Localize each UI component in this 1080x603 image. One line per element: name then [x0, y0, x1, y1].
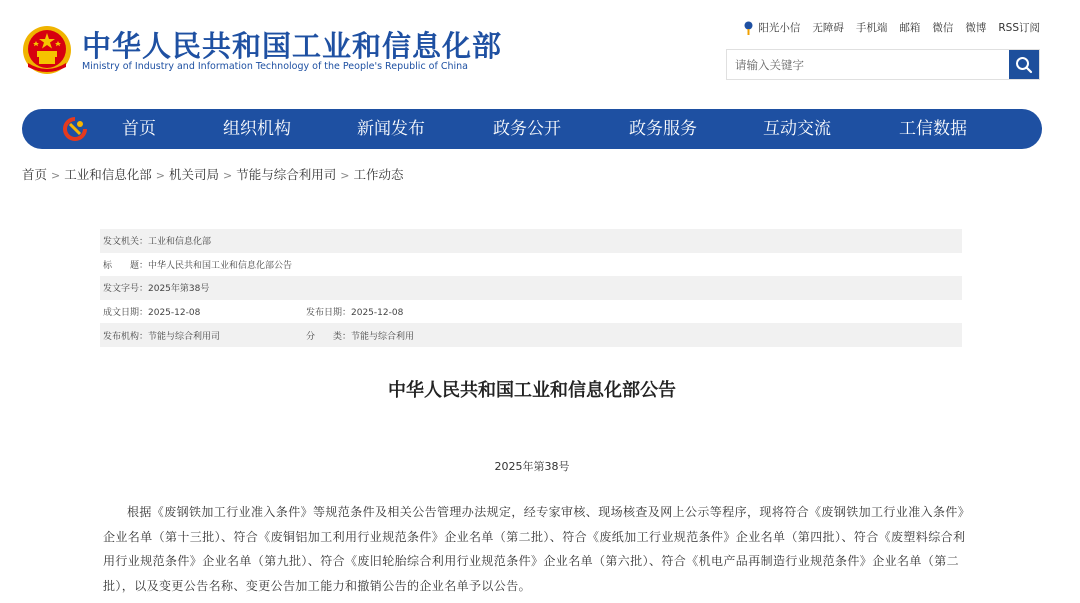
search-button[interactable] [1009, 50, 1039, 79]
toplink-rss[interactable]: RSS订阅 [998, 22, 1040, 34]
breadcrumb-separator: > [222, 169, 233, 182]
breadcrumb-energy-dept[interactable]: 节能与综合利用司 [236, 167, 337, 182]
document-body: 根据《废钢铁加工行业准入条件》等规范条件及相关公告管理办法规定，经专家审核、现场核查及网上公示等程序，现将符合《废钢铁加工行业准入条件》企业名单（第十三批）、符合《废铜铝加工利用行业规范条件》企业名单（第二批）、符合《废纸加工行业规范条件》企业名单（第四批）、符合《废塑料综合利用行业规范条件》企业名单（第九批）、符合《废旧轮胎综合利用行业规范条件》企业名单（第六批）、符合《机电产品再制造行业规范条件》企业名单（第二批），以及变更公告名称、变更公告加工能力和撤销公告的企业名单予以公告。 [103, 505, 966, 593]
meta-row [100, 229, 962, 253]
breadcrumb [22, 165, 403, 183]
document-title: 中华人民共和国工业和信息化部公告 [388, 380, 676, 401]
breadcrumb-home[interactable]: 首页 [22, 167, 48, 182]
meta-doc-number: 发文字号：2025年第38号 [103, 284, 210, 295]
toplink-mail[interactable]: 邮箱 [899, 22, 921, 34]
nav-item-gov-services[interactable]: 政务服务 [629, 119, 697, 139]
toplink-sunshine[interactable]: 阳光小信 [758, 22, 801, 34]
site-title[interactable]: 中华人民共和国工业和信息化部 [82, 29, 503, 63]
toplink-accessibility[interactable]: 无障碍 [812, 22, 844, 34]
breadcrumb-departments[interactable]: 机关司局 [168, 167, 219, 182]
nav-item-data[interactable]: 工信数据 [899, 119, 967, 139]
meta-title: 标 题：中华人民共和国工业和信息化部公告 [103, 260, 293, 271]
search-input[interactable] [727, 50, 1007, 79]
breadcrumb-separator: > [340, 169, 350, 182]
nav-item-gov-affairs[interactable]: 政务公开 [493, 119, 561, 139]
sunshine-icon [743, 21, 754, 35]
toplink-mobile[interactable]: 手机端 [855, 22, 888, 34]
search-box [726, 49, 1040, 80]
toplink-wechat[interactable]: 微信 [932, 22, 954, 34]
meta-row [100, 276, 962, 300]
document-meta-table [100, 229, 962, 347]
national-emblem-icon [22, 25, 72, 75]
document-number: 2025年第38号 [494, 460, 570, 473]
breadcrumb-separator: > [155, 169, 165, 182]
top-links [743, 20, 1040, 35]
meta-publish-date: 发布日期：2025-12-08 [306, 308, 404, 319]
meta-row [100, 323, 962, 347]
breadcrumb-work-news[interactable]: 工作动态 [353, 167, 404, 182]
nav-item-home[interactable]: 首页 [122, 119, 156, 139]
nav-item-news[interactable]: 新闻发布 [357, 119, 425, 139]
meta-row [100, 300, 962, 324]
meta-row [100, 253, 962, 277]
breadcrumb-ministry[interactable]: 工业和信息化部 [64, 167, 152, 182]
main-nav [22, 109, 1042, 149]
toplink-weibo[interactable]: 微博 [965, 22, 987, 34]
meta-issuer: 发文机关：工业和信息化部 [103, 237, 212, 248]
ministry-logo-icon [62, 116, 88, 142]
meta-publisher: 发布机构：节能与综合利用司 [103, 331, 221, 342]
nav-item-organization[interactable]: 组织机构 [223, 119, 291, 139]
site-subtitle: Ministry of Industry and Information Technology of the People's Republic of China [82, 61, 468, 72]
nav-item-interaction[interactable]: 互动交流 [763, 119, 831, 139]
breadcrumb-separator: > [51, 169, 61, 182]
meta-written-date: 成文日期：2025-12-08 [103, 308, 201, 319]
search-icon [1015, 56, 1033, 74]
meta-category: 分 类：节能与综合利用 [306, 331, 415, 342]
